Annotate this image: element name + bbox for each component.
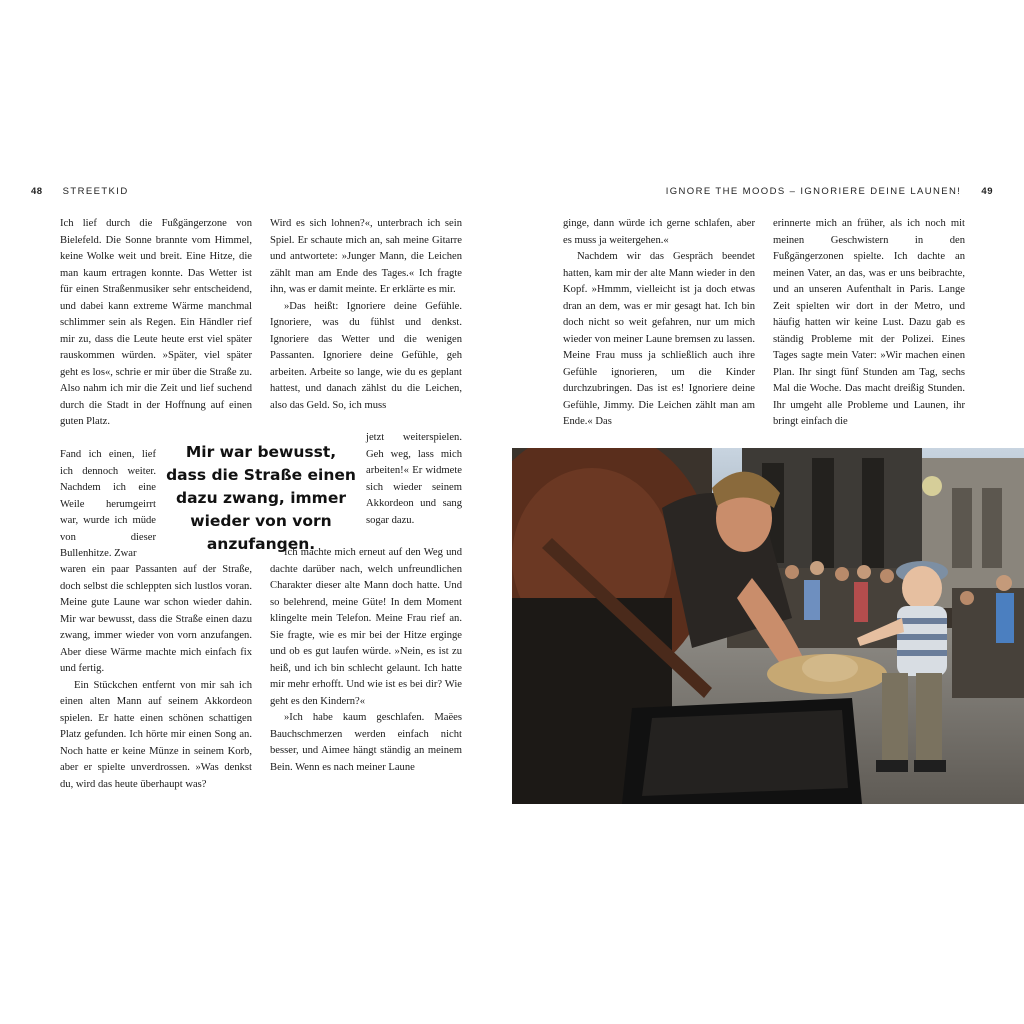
right-running-header	[666, 186, 993, 197]
paragraph: waren ein paar Passanten auf der Straße, doch selbst die schleppten sich lustlos voran. Meine gute Laune war schon wieder dahin. Mir war bewusst, dass die Straße einen dazu zwang, immer wieder von vorn anzufangen. Aber diese Wärme machte mich einfach fix und fertig.	[60, 564, 252, 674]
left-column-1-wrap	[60, 447, 156, 563]
paragraph: Fand ich einen, lief ich dennoch weiter. Nachdem ich eine Weile herumgeirrt war, wurde ich müde von dieser Bullenhitze. Zwar	[60, 449, 156, 559]
paragraph: Ich lief durch die Fußgängerzone von Bielefeld. Die Sonne brannte vom Himmel, keine Wolke weit und breit. Eine Hitze, die man kaum ertragen konnte. Das Wetter ist für einen Straßenmusiker sehr entscheidend, und dabei kann extreme Wärme manchmal schlimmer sein als Regen. Ein Händler rief mir zu, dass die Leute heute erst viel später rauskommen würden. »Später, viel später geht es los«, schrie er mir über die Straße zu. Also nahm ich mir die Zeit und lief suchend durch die Stadt in der Hoffnung auf einen guten Platz.	[60, 218, 252, 427]
left-column-2-top	[270, 216, 462, 414]
street-musician-photo	[512, 448, 1024, 804]
photo-illustration	[512, 448, 1024, 804]
left-column-2-bottom	[270, 545, 462, 776]
paragraph: Ich machte mich erneut auf den Weg und dachte darüber nach, welch unfreundlichen Charakter dieser alte Mann doch hatte. Und so belehrend, meine Güte! In dem Moment klingelte mein Telefon. Meine Frau rief an. Sie fragte, wie es mir bei der Hitze erginge und ob es gut laufen würde. »Nein, es ist zu heiß, und ich bin schlecht gelaunt. Ich hatte mir mehr erhofft. Und wie ist es bei dir? Wie geht es den Kindern?«	[270, 547, 462, 707]
paragraph: erinnerte mich an früher, als ich noch mit meinen Geschwistern in den Fußgängerzonen spielte. Ich dachte an meinen Vater, an das, was er uns beibrachte, und an unseren Aufenthalt in Paris. Lange Zeit spielten wir dort in der Metro, und häufig hatten wir keine Lust. Dazu gab es ständig Probleme mit der Polizei. Eines Tages sagte mein Vater: »Wir machen einen Plan. Ihr singt fünf Stunden am Tag, sechs Mal die Woche. Das macht dreißig Stunden. Ihr umgeht alle Probleme und Launen, ihr bringt einfach die	[773, 218, 965, 427]
right-column-1	[563, 216, 755, 431]
paragraph: ginge, dann würde ich gerne schlafen, aber es muss ja weitergehen.«	[563, 218, 755, 246]
left-column-1-bottom	[60, 562, 252, 793]
paragraph: Ein Stückchen entfernt von mir sah ich einen alten Mann auf seinem Akkordeon spielen. Er hatte einen schönen schattigen Platz gefunden. Ich hörte mir einen Song an. Noch hatte er keine Münze in seinem Korb, aber er spielte unverdrossen. »Was denkst du, wird das heute überhaupt was?	[60, 679, 252, 790]
right-running-title: IGNORE THE MOODS – IGNORIERE DEINE LAUNEN!	[665, 186, 962, 197]
paragraph: »Ich habe kaum geschlafen. Maëes Bauchschmerzen werden einfach nicht besser, und Aimee hängt ständig an meinem Bein. Wenn es nach meiner Laune	[270, 712, 462, 773]
left-page-number: 48	[31, 186, 43, 197]
paragraph: »Das heißt: Ignoriere deine Gefühle. Ignoriere, was du fühlst und denkst. Ignoriere das Wetter und die wenigen Passanten. Ignoriere deine Gefühle, geh arbeiten. Arbeite so lange, wie du es geplant hattest, und danach zählst du die Leichen, also das Geld. So, ich muss	[270, 300, 462, 411]
pull-quote: Mir war bewusst, dass die Straße einen dazu zwang, immer wieder von vorn anzufangen.	[166, 443, 356, 553]
paragraph: Wird es sich lohnen?«, unterbrach ich sein Spiel. Er schaute mich an, sah meine Gitarre und antwortete: »Junger Mann, die Leichen zählt man am Ende des Tages.« Ich fragte ihn, was er damit meinte. Er erklärte es mir.	[270, 218, 462, 295]
left-running-title: STREETKID	[62, 186, 129, 197]
right-column-2	[773, 216, 965, 431]
paragraph: jetzt weiterspielen. Geh weg, lass mich arbeiten!« Er widmete sich wieder seinem Akkordeon und sang sogar dazu.	[366, 432, 462, 526]
left-column-2-wrap	[366, 430, 462, 529]
right-page-number: 49	[981, 186, 993, 197]
left-column-1-top	[60, 216, 252, 431]
paragraph: Nachdem wir das Gespräch beendet hatten, kam mir der alte Mann wieder in den Kopf. »Hmmm, vielleicht ist ja doch etwas dran an dem, was er mir gesagt hat. Ich bin doch nicht so weit gefahren, nur um mich wieder von meiner Laune bremsen zu lassen. Meine Frau muss ja schließlich auch ihre Gefühle ignorieren, um die Kinder durchzubringen. Das ist es! Ignoriere deine Gefühle, Jimmy. Die Leichen zählt man am Ende.« Das	[563, 251, 755, 427]
left-running-header	[31, 186, 129, 197]
